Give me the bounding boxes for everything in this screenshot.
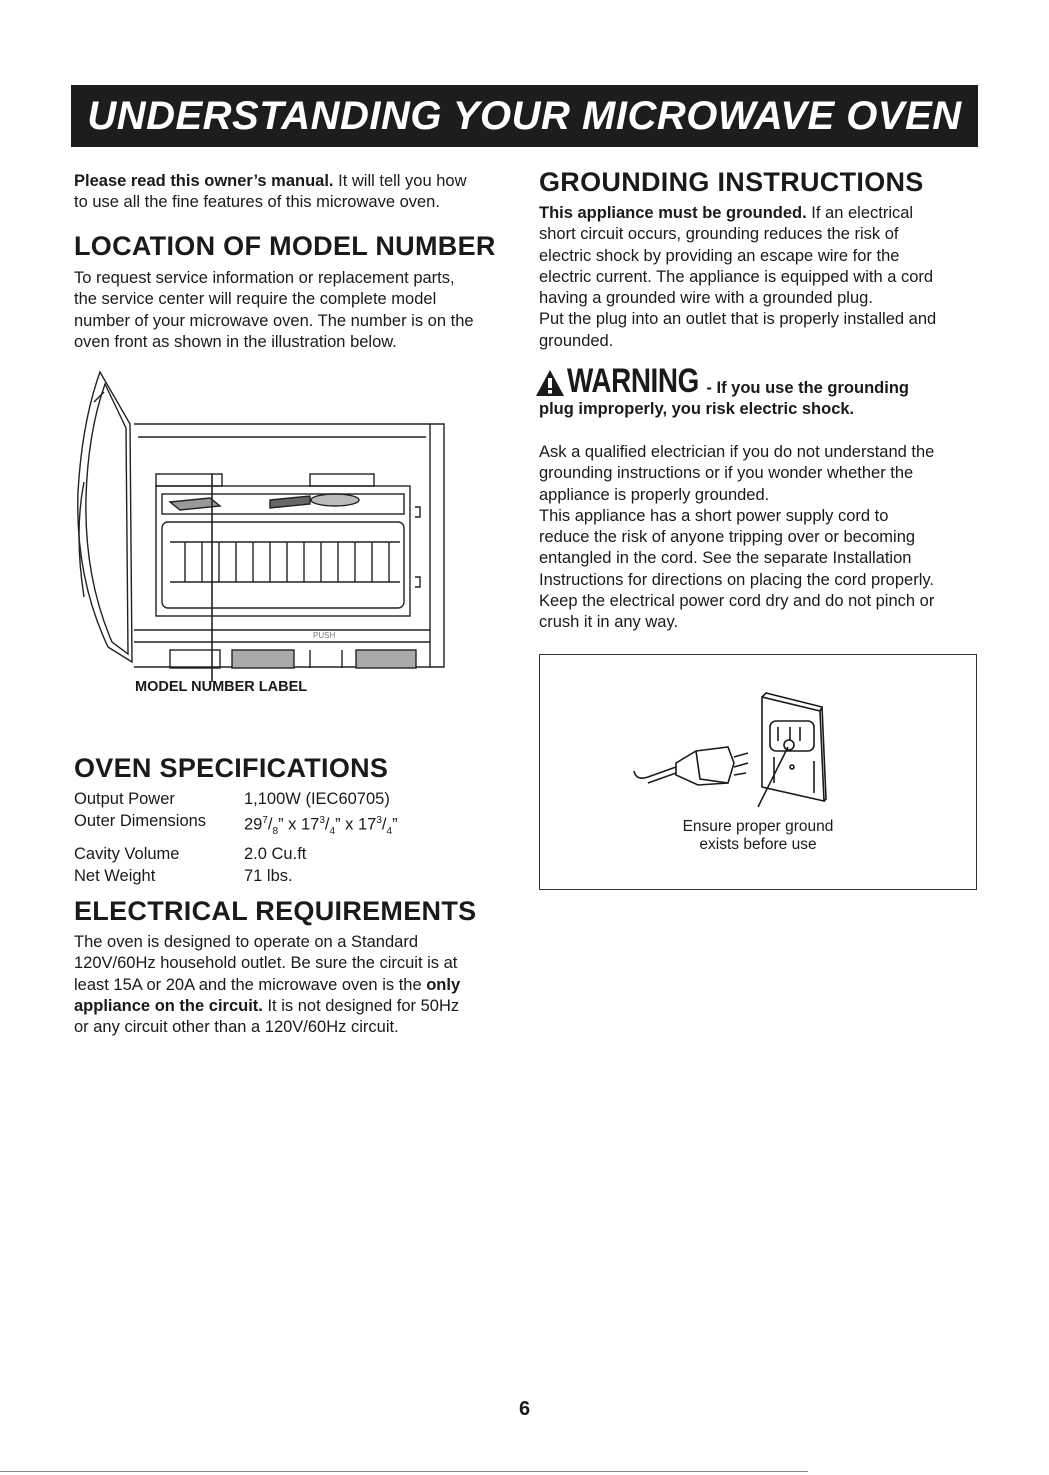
grounding-heading: GROUNDING INSTRUCTIONS (539, 167, 924, 197)
location-heading: LOCATION OF MODEL NUMBER (74, 231, 496, 261)
spec-label: Outer Dimensions (74, 812, 207, 830)
intro-paragraph (74, 171, 467, 214)
page-banner (71, 85, 978, 147)
spec-label: Net Weight (74, 866, 156, 885)
intro-line2: to use all the fine features of this microwave oven. (74, 193, 440, 212)
warning-line (535, 362, 909, 401)
spec-value: 1,100W (IEC60705) (244, 790, 390, 808)
spec-row (74, 865, 398, 887)
warning-triangle-icon (535, 369, 565, 397)
specs-table (74, 788, 398, 887)
warning-dash: - (701, 379, 717, 397)
spec-row (74, 788, 398, 810)
grounding-paragraph: This appliance must be grounded. If an electrical short circuit occurs, grounding reduces the risk of electric shock by providing an escape wire for the electric current. The appliance is equipped with a cord having a grounded wire with a grounded plug. Put the plug into an outlet that is properly installed and grounded. (539, 204, 937, 350)
warning-word: WARNING (567, 362, 699, 400)
location-line: oven front as shown in the illustration below. (74, 332, 397, 351)
oven-push-label: PUSH (313, 631, 336, 640)
intro-line1-rest: It will tell you how (333, 172, 467, 190)
plug-caption: Ensure proper ground exists before use (682, 818, 834, 853)
spec-row (74, 843, 398, 865)
electrical-heading: ELECTRICAL REQUIREMENTS (74, 896, 477, 926)
location-paragraph (74, 268, 474, 353)
electrical-paragraph: The oven is designed to operate on a Standard 120V/60Hz household outlet. Be sure the circuit is at least 15A or 20A and the microwave oven is the only appliance on the circuit. It is not designed for 50Hz or any circuit other than a 120V/60Hz circuit. (74, 933, 461, 1037)
spec-value: $29^7/_8$” x $17^3/_4$” x $17^3/_4$” (244, 815, 398, 837)
spec-value: 71 lbs. (244, 866, 293, 885)
warning-line2: plug improperly, you risk electric shock. (539, 400, 855, 418)
model-number-label-caption: MODEL NUMBER LABEL (135, 679, 308, 695)
oven-illustration (70, 362, 450, 702)
plug-outlet-icon (630, 691, 840, 821)
page-number: 6 (518, 1398, 531, 1420)
warning-text: If you use the grounding (716, 379, 909, 397)
location-line: To request service information or replacement parts, (74, 269, 455, 287)
footer-rule (0, 1471, 808, 1472)
spec-label: Cavity Volume (74, 844, 180, 863)
spec-value: 2.0 Cu.ft (244, 844, 307, 863)
location-line: the service center will require the complete model (74, 290, 437, 309)
banner-title: UNDERSTANDING YOUR MICROWAVE OVEN (87, 93, 962, 138)
specs-heading: OVEN SPECIFICATIONS (74, 753, 389, 783)
grounded-plug-figure (539, 654, 977, 890)
grounding-paragraph-2: Ask a qualified electrician if you do not understand the grounding instructions or if you wonder whether the appliance is properly grounded. This appliance has a short power supply cord to reduce the risk of anyone tripping over or becoming entangled in the cord. See the separate Installation Instructions for directions on placing the cord properly. Keep the electrical power cord dry and do not pinch or crush it in any way. (539, 443, 935, 632)
spec-label: Output Power (74, 790, 175, 808)
intro-bold: Please read this owner’s manual. (74, 172, 334, 190)
spec-row (74, 810, 398, 843)
location-line: number of your microwave oven. The number is on the (74, 311, 474, 330)
